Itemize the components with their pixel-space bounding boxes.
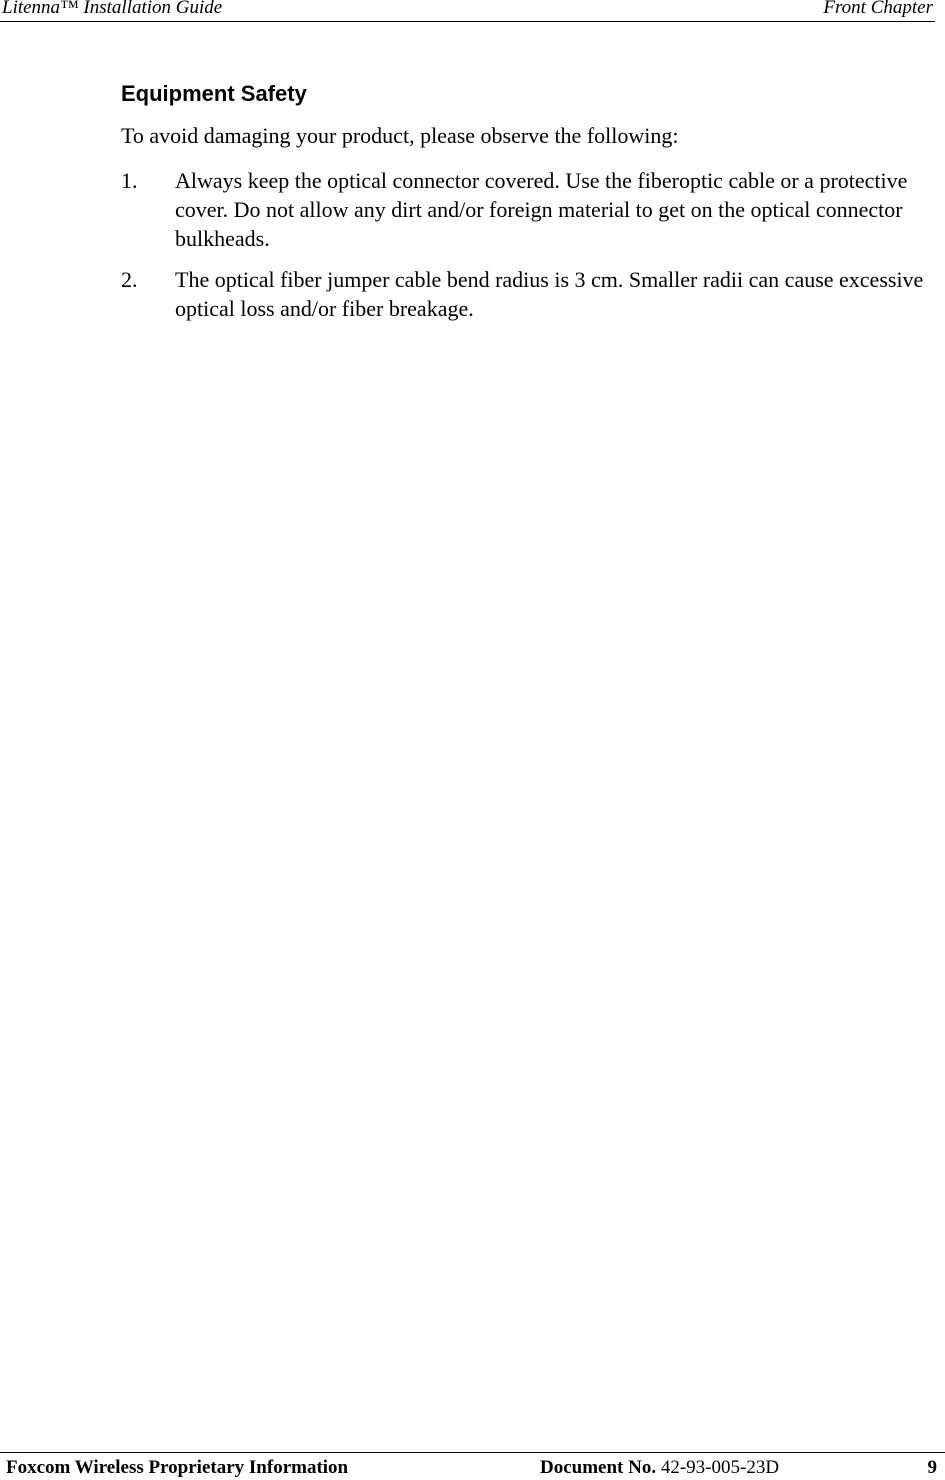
section-title: Equipment Safety (121, 81, 307, 106)
list-item-number: 2. (121, 267, 138, 292)
list-item-text: The optical fiber jumper cable bend radius is 3 cm. Smaller radii can cause excessive optical loss and/or fiber breakage. (175, 267, 924, 321)
footer-doc-number: 42-93-005-23D (660, 1457, 780, 1478)
footer-doc-label: Document No. (540, 1457, 657, 1478)
page-number: 9 (927, 1457, 937, 1478)
footer-document-number (540, 1456, 779, 1480)
safety-list (121, 166, 936, 335)
list-item-number: 1. (121, 168, 138, 193)
list-item (121, 166, 936, 253)
list-item (121, 265, 936, 323)
page-footer (0, 1452, 945, 1480)
header-document-title: Litenna™ Installation Guide (2, 0, 223, 18)
page-header (0, 0, 935, 22)
footer-company: Foxcom Wireless Proprietary Information (6, 1457, 349, 1478)
list-item-text: Always keep the optical connector covered. Use the fiberoptic cable or a protective cover. Do not allow any dirt and/or foreign material to get on the optical connector bulkheads. (175, 168, 908, 251)
header-chapter-name: Front Chapter (823, 0, 933, 18)
intro-paragraph: To avoid damaging your product, please observe the following: (121, 123, 679, 148)
